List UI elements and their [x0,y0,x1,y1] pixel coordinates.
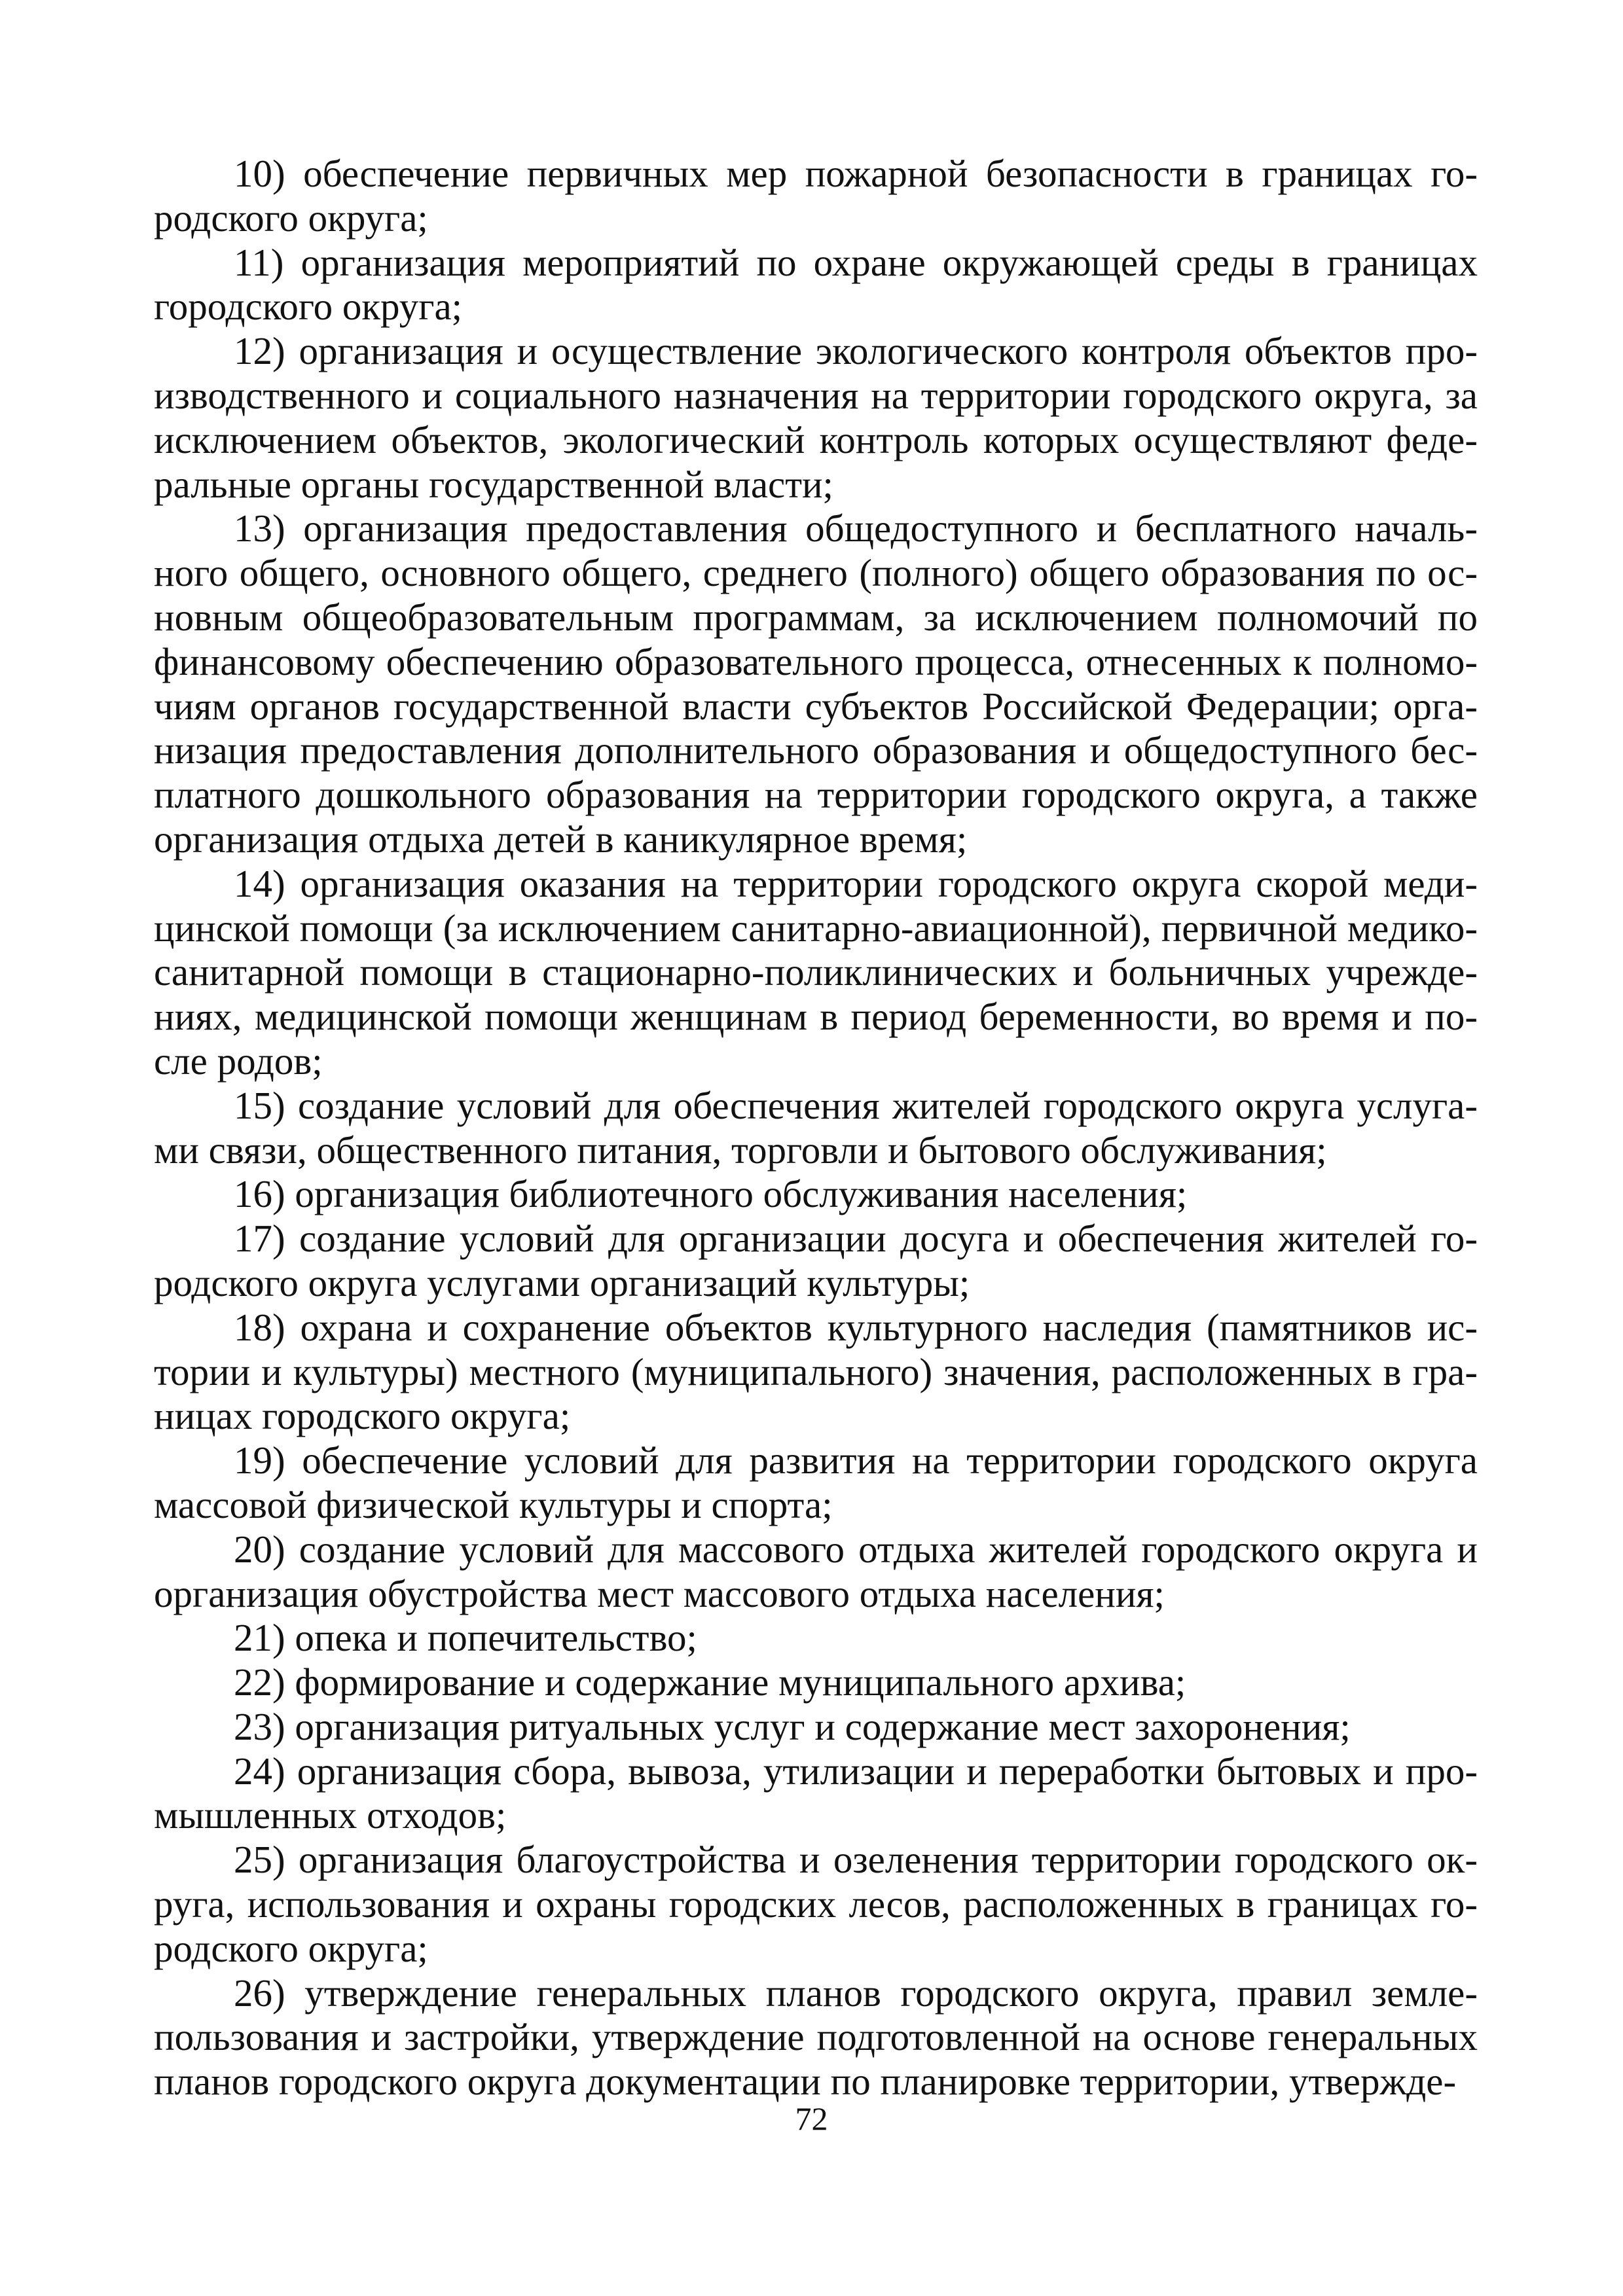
paragraph-item-10: 10) обеспечение первичных мер пожарной безопасности в границах городского округа; [154,152,1478,240]
paragraph-item-12: 12) организация и осуществление экологического контроля объектов производственного и социального назначения на территории городского округа, за исключением объектов, экологический контроль которых осуществляют федеральные органы государственной власти; [154,329,1478,506]
paragraph-item-22: 22) формирование и содержание муниципального архива; [234,1660,1186,1704]
paragraph-item-23: 23) организация ритуальных услуг и содержание мест захоронения; [234,1704,1351,1748]
paragraph-item-18: 18) охрана и сохранение объектов культурного наследия (памятников истории и культуры) местного (муниципального) значения, расположенных в границах городского округа; [154,1305,1478,1438]
paragraph-item-14: 14) организация оказания на территории городского округа скорой медицинской помощи (за исключением санитарно-авиационной), первичной медико-санитарной помощи в стационарно-поликлинических и больничных учреждениях, медицинской помощи женщинам в период беременности, во время и после родов; [154,861,1478,1083]
paragraph-item-26: 26) утверждение генеральных планов городского округа, правил землепользования и застройки, утверждение подготовленной на основе генеральных планов городского округа документации по планировке территории, утвержде- [154,1971,1478,2104]
paragraph-item-21: 21) опека и попечительство; [234,1616,697,1660]
page-number: 72 [795,2100,828,2137]
paragraph-item-15: 15) создание условий для обеспечения жителей городского округа услугами связи, общественного питания, торговли и бытового обслуживания; [154,1083,1478,1172]
paragraph-item-17: 17) создание условий для организации досуга и обеспечения жителей городского округа услугами организаций культуры; [154,1217,1478,1304]
page-body [154,152,1478,2104]
paragraph-item-16: 16) организация библиотечного обслуживания населения; [234,1172,1188,1216]
paragraph-item-25: 25) организация благоустройства и озеленения территории городского округа, использования и охраны городских лесов, расположенных в границах городского округа; [154,1838,1478,1970]
paragraph-item-13: 13) организация предоставления общедоступного и бесплатного начального общего, основного общего, среднего (полного) общего образования по основным общеобразовательным программам, за исключением полномочий по финансовому обеспечению образовательного процесса, отнесенных к полномочиям органов государственной власти субъектов Российской Федерации; организация предоставления дополнительного образования и общедоступного бесплатного дошкольного образования на территории городского округа, а также организация отдыха детей в каникулярное время; [154,507,1478,861]
paragraph-item-11: 11) организация мероприятий по охране окружающей среды в границах городского округа; [154,240,1478,329]
paragraph-item-19: 19) обеспечение условий для развития на территории городского округа массовой физической культуры и спорта; [154,1439,1478,1526]
paragraph-item-20: 20) создание условий для массового отдыха жителей городского округа и организация обустройства мест массового отдыха населения; [154,1527,1478,1615]
paragraph-item-24: 24) организация сбора, вывоза, утилизации и переработки бытовых и промышленных отходов; [154,1749,1478,1837]
